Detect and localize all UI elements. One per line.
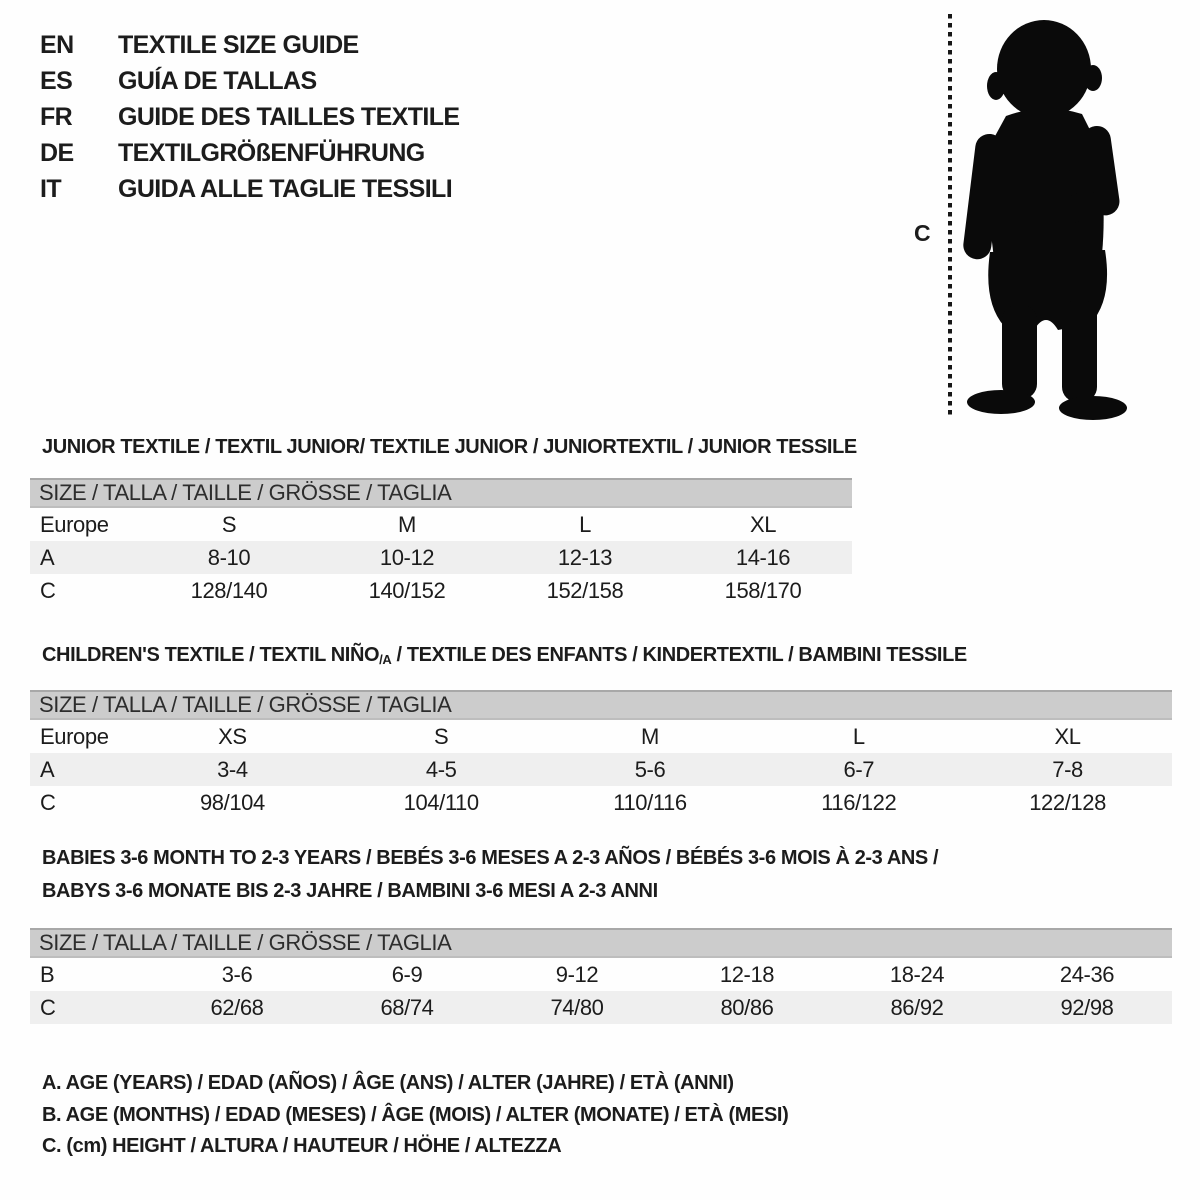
babies-title-line1: BABIES 3-6 MONTH TO 2-3 YEARS / BEBÉS 3-6 MESES A 2-3 AÑOS / BÉBÉS 3-6 MOIS À 2-3 ANS / (42, 847, 939, 869)
table-cell: 128/140 (190, 577, 268, 603)
row-label: Europe (40, 723, 109, 749)
table-row (30, 720, 1172, 753)
lang-row-de (40, 135, 460, 171)
lang-label-it: GUIDA ALLE TAGLIE TESSILI (118, 174, 453, 203)
table-cell: 14-16 (735, 544, 791, 570)
row-label: Europe (40, 511, 109, 537)
table-cell: 3-4 (217, 756, 248, 782)
table-cell: 92/98 (1060, 994, 1114, 1020)
table-cell: S (221, 511, 237, 537)
row-label: A (40, 544, 55, 570)
size-header-bar: SIZE / TALLA / TAILLE / GRÖSSE / TAGLIA (30, 478, 852, 508)
table-cell: 7-8 (1052, 756, 1083, 782)
lang-label-fr: GUIDE DES TAILLES TEXTILE (118, 102, 460, 131)
table-cell: 9-12 (555, 961, 599, 987)
table-row (30, 574, 852, 607)
lang-label-es: GUÍA DE TALLAS (118, 66, 317, 95)
table-cell: 140/152 (368, 577, 446, 603)
table-cell: 8-10 (207, 544, 251, 570)
lang-code-es: ES (40, 66, 73, 95)
size-header-bar: SIZE / TALLA / TAILLE / GRÖSSE / TAGLIA (30, 690, 1172, 720)
table-row (30, 786, 1172, 819)
legend-line-c: C. (cm) HEIGHT / ALTURA / HAUTEUR / HÖHE / ALTEZZA (42, 1135, 562, 1157)
table-row (30, 541, 852, 574)
table-row (30, 753, 1172, 786)
children-title-subscript: /A (379, 652, 392, 667)
table-cell: 18-24 (889, 961, 945, 987)
table-cell: 12-13 (557, 544, 613, 570)
table-cell: 6-9 (391, 961, 423, 987)
table-cell: XS (218, 723, 247, 749)
table-cell: 110/116 (613, 789, 687, 815)
lang-code-de: DE (40, 138, 74, 167)
row-label: C (40, 789, 56, 815)
lang-row-it (40, 171, 460, 207)
row-label: B (40, 961, 55, 987)
lang-code-en: EN (40, 30, 74, 59)
table-cell: M (641, 723, 659, 749)
table-cell: 3-6 (221, 961, 253, 987)
table-cell: 10-12 (379, 544, 435, 570)
lang-code-it: IT (40, 174, 62, 203)
babies-size-table (30, 928, 1172, 1024)
lang-row-es (40, 63, 460, 99)
lang-row-fr (40, 99, 460, 135)
lang-label-en: TEXTILE SIZE GUIDE (118, 30, 359, 59)
babies-title-line2: BABYS 3-6 MONATE BIS 2-3 JAHRE / BAMBINI 3-6 MESI A 2-3 ANNI (42, 880, 658, 902)
table-cell: 152/158 (546, 577, 624, 603)
junior-section-title: JUNIOR TEXTILE / TEXTIL JUNIOR/ TEXTILE JUNIOR / JUNIORTEXTIL / JUNIOR TESSILE (42, 436, 857, 458)
table-cell: XL (1054, 723, 1081, 749)
lang-label-de: TEXTILGRÖßENFÜHRUNG (118, 138, 425, 167)
table-row (30, 958, 1172, 991)
table-cell: 4-5 (425, 756, 457, 782)
table-cell: M (398, 511, 416, 537)
table-cell: 24-36 (1059, 961, 1115, 987)
table-row (30, 508, 852, 541)
row-label: C (40, 577, 56, 603)
legend-line-b: B. AGE (MONTHS) / EDAD (MESES) / ÂGE (MOIS) / ALTER (MONATE) / ETÀ (MESI) (42, 1103, 789, 1126)
babies-section-title (42, 842, 938, 908)
size-header-bar: SIZE / TALLA / TAILLE / GRÖSSE / TAGLIA (30, 928, 1172, 958)
table-cell: XL (749, 511, 777, 537)
table-cell: 6-7 (843, 756, 875, 782)
legend-line-a: A. AGE (YEARS) / EDAD (AÑOS) / ÂGE (ANS) / ALTER (JAHRE) / ETÀ (ANNI) (42, 1072, 734, 1094)
table-cell: 5-6 (634, 756, 666, 782)
row-label: A (40, 756, 55, 782)
height-dashed-line (948, 14, 952, 418)
junior-size-table (30, 478, 852, 607)
lang-code-fr: FR (40, 102, 73, 131)
table-cell: L (579, 511, 591, 537)
table-cell: L (852, 723, 865, 749)
table-cell: 104/110 (403, 789, 479, 815)
children-title-suffix: / TEXTILE DES ENFANTS / KINDERTEXTIL / BAMBINI TESSILE (391, 644, 967, 666)
children-section-title (42, 644, 967, 667)
measurement-legend (42, 1068, 788, 1163)
toddler-silhouette-icon (956, 12, 1140, 424)
table-cell: 98/104 (199, 789, 265, 815)
table-cell: 116/122 (821, 789, 897, 815)
row-label: C (40, 994, 56, 1020)
language-title-list (40, 27, 460, 207)
children-size-table (30, 690, 1172, 819)
table-cell: 122/128 (1029, 789, 1106, 815)
table-cell: 74/80 (550, 994, 604, 1020)
lang-row-en (40, 27, 460, 63)
table-cell: 68/74 (380, 994, 434, 1020)
table-cell: 80/86 (720, 994, 774, 1020)
height-measure-label: C (914, 220, 931, 246)
table-cell: 62/68 (210, 994, 264, 1020)
table-cell: 158/170 (724, 577, 802, 603)
table-cell: 12-18 (719, 961, 775, 987)
children-title-prefix: CHILDREN'S TEXTILE / TEXTIL NIÑO (42, 644, 380, 666)
table-cell: 86/92 (890, 994, 944, 1020)
table-row (30, 991, 1172, 1024)
table-cell: S (434, 723, 449, 749)
